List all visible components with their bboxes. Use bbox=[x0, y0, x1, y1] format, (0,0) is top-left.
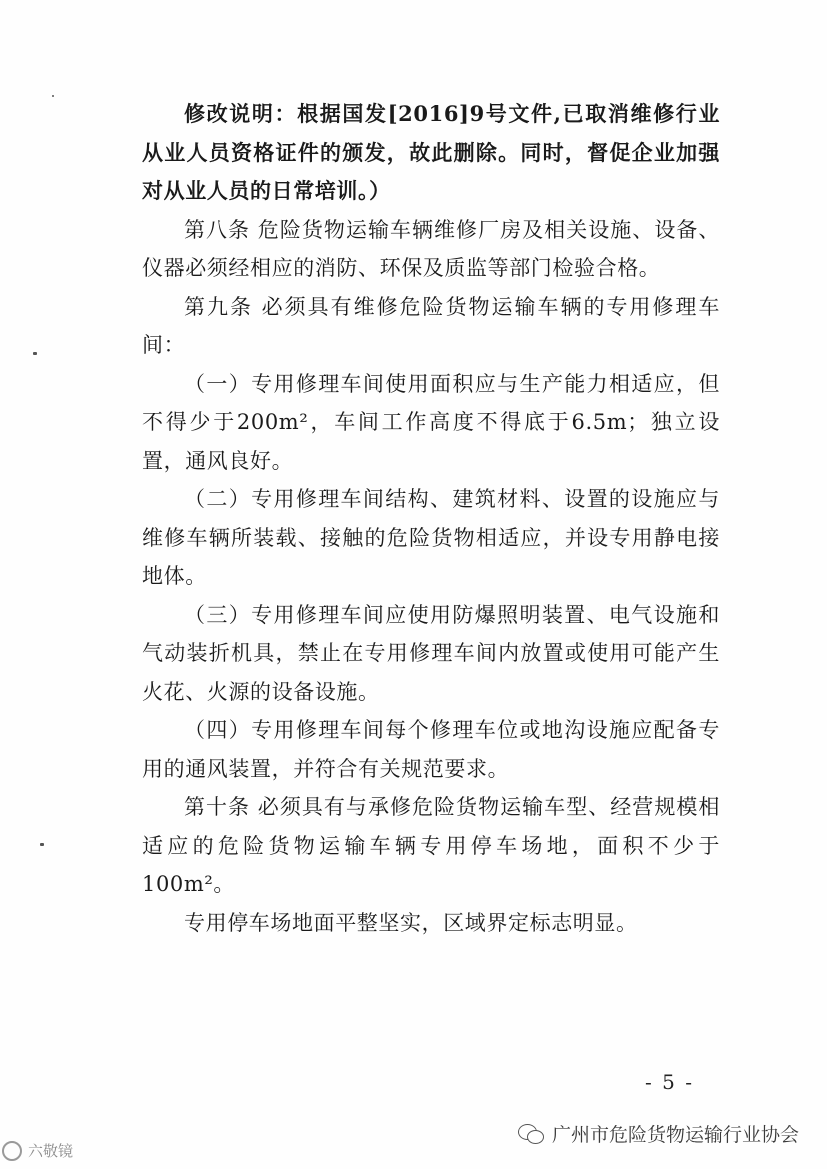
corner-watermark bbox=[2, 1140, 73, 1161]
scan-speck bbox=[40, 843, 44, 846]
article-10-paragraph: 第十条 必须具有与承修危险货物运输车型、经营规模相适应的危险货物运输车辆专用停车场地，面积不少于100m²。 bbox=[142, 795, 720, 896]
wechat-icon bbox=[518, 1124, 544, 1144]
article-9-item-2-paragraph: （二）专用修理车间结构、建筑材料、设置的设施应与维修车辆所装载、接触的危险货物相适应，并设专用静电接地体。 bbox=[142, 487, 720, 588]
watermark-text: 广州市危险货物运输行业协会 bbox=[551, 1124, 799, 1146]
article-10-parking-paragraph: 专用停车场地面平整坚实，区域界定标志明显。 bbox=[184, 910, 638, 935]
document-body bbox=[142, 95, 720, 942]
article-9-paragraph: 第九条 必须具有维修危险货物运输车辆的专用修理车间： bbox=[142, 294, 720, 357]
article-9-item-4-paragraph: （四）专用修理车间每个修理车位或地沟设施应配备专用的通风装置，并符合有关规范要求。 bbox=[142, 718, 720, 781]
corner-watermark-text: 六敬镜 bbox=[28, 1142, 74, 1160]
revision-note-paragraph: 修改说明：根据国发[2016]9号文件,已取消维修行业从业人员资格证件的颁发，故此删除。同时，督促企业加强对从业人员的日常培训。） bbox=[142, 101, 720, 203]
ring-logo-icon bbox=[2, 1141, 22, 1161]
wechat-watermark bbox=[518, 1120, 799, 1147]
article-8-paragraph: 第八条 危险货物运输车辆维修厂房及相关设施、设备、仪器必须经相应的消防、环保及质监等部门检验合格。 bbox=[142, 217, 720, 280]
scan-speck bbox=[52, 95, 54, 97]
page-number: - 5 - bbox=[645, 1070, 694, 1094]
scan-speck bbox=[33, 352, 37, 355]
article-9-item-1-paragraph: （一）专用修理车间使用面积应与生产能力相适应，但不得少于200m²，车间工作高度不得底于6.5m；独立设置，通风良好。 bbox=[142, 371, 720, 473]
article-9-item-3-paragraph: （三）专用修理车间应使用防爆照明装置、电气设施和气动装折机具，禁止在专用修理车间内放置或使用可能产生火花、火源的设备设施。 bbox=[142, 602, 720, 704]
